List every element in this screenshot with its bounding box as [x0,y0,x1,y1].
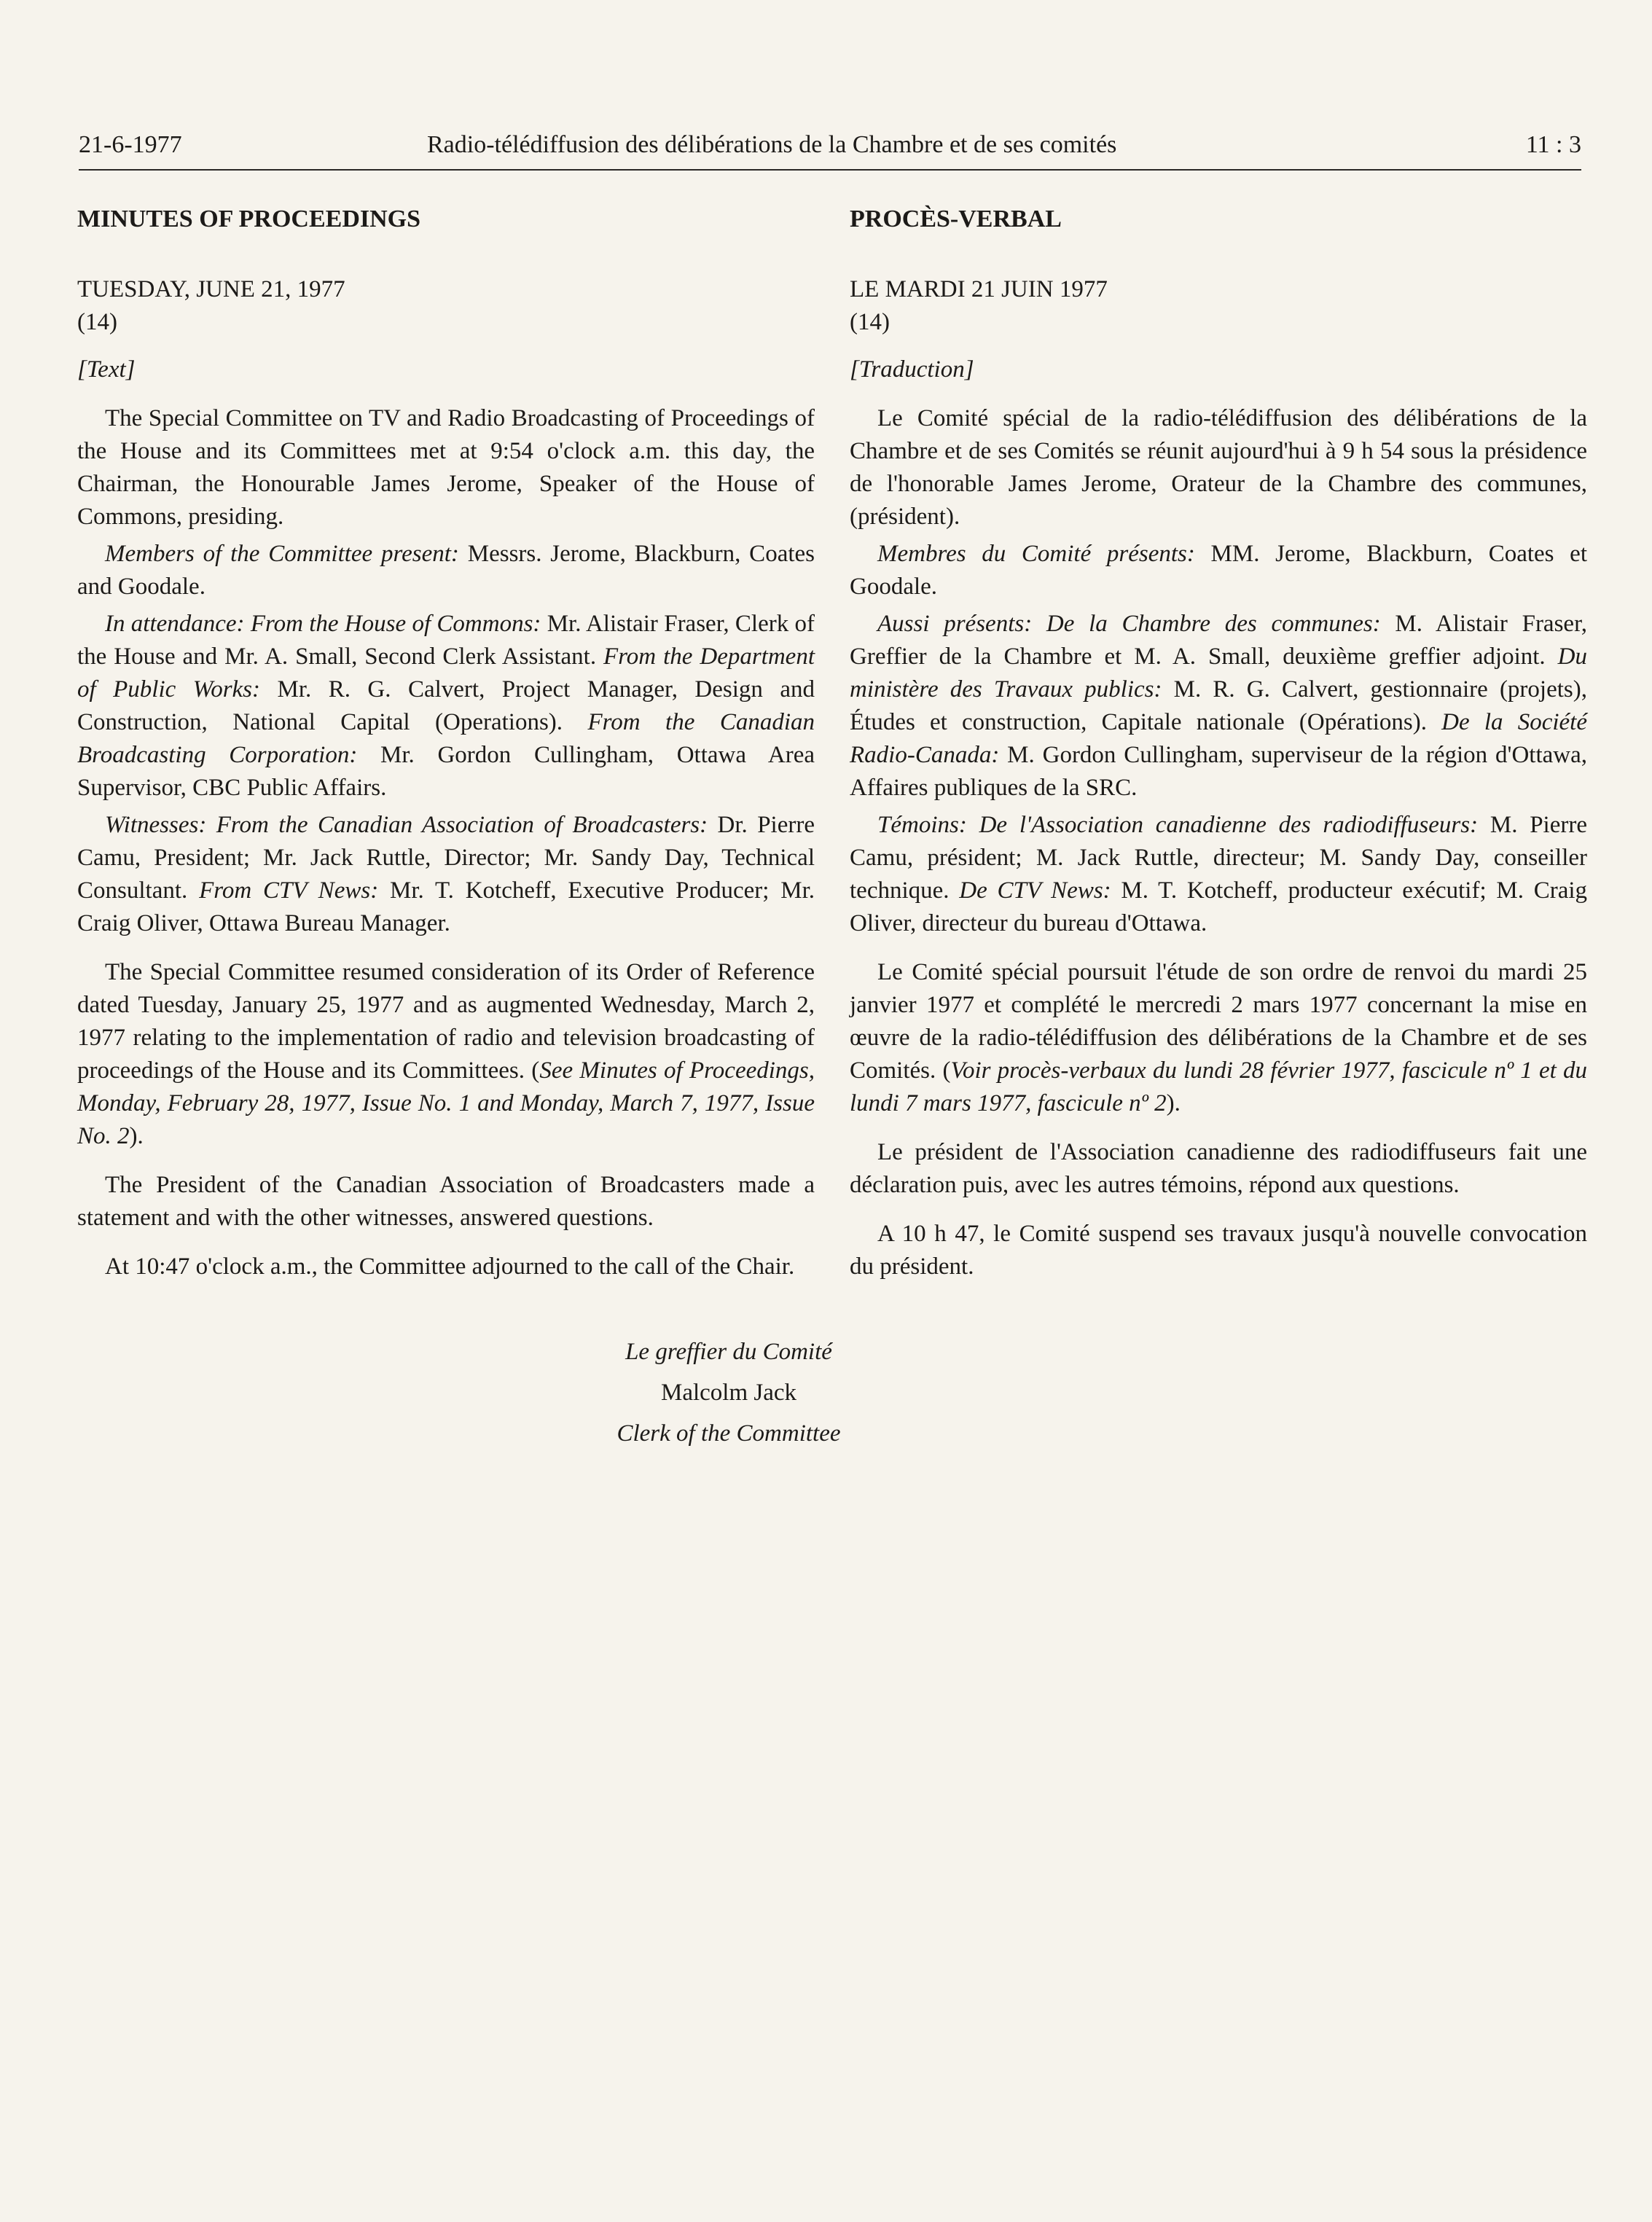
french-paragraph-7: A 10 h 47, le Comité suspend ses travaux jusqu'à nouvelle convocation du président. [850,1221,1587,1280]
english-paragraph-5 [77,956,815,1153]
english-witnesses-lead-2: From CTV News: [199,877,379,904]
clerk-name: Malcolm Jack [660,1380,797,1406]
french-column [850,203,1587,1288]
english-reference-text-b: ). [129,1123,144,1149]
french-witnesses-text-b: M. T. Kotcheff, producteur exécutif; M. Craig Oliver, directeur du bureau d'Ottawa. [850,877,1588,936]
english-members-text: Messrs. Jerome, Blackburn, Coates and Goodale. [77,541,815,600]
french-label: [Traduction] [850,356,974,383]
french-number: (14) [850,309,890,335]
french-members-lead: Membres du Comité présents: [877,541,1195,567]
english-paragraph-1: The Special Committee on TV and Radio Broadcasting of Proceedings of the House and its Committees met at 9:54 o'clock a.m. this day, the Chairman, the Honourable James Jerome, Speaker of the House of Commons, presiding. [77,405,815,530]
page-number: 11 : 3 [1525,131,1581,158]
english-witnesses-text-b: Mr. T. Kotcheff, Executive Producer; Mr. Craig Oliver, Ottawa Bureau Manager. [77,877,815,936]
french-paragraph-3 [850,608,1587,805]
french-paragraph-4 [850,809,1587,940]
french-reference-text-b: ). [1166,1090,1181,1116]
french-attendance-text-b: M. R. G. Calvert, gestionnaire (projets), Études et construction, Capitale nationale (Opérations). [850,676,1587,735]
english-attendance-lead: In attendance: From the House of Commons: [105,611,541,637]
english-reference-text-a: The Special Committee resumed consideration of its Order of Reference dated Tuesday, January 25, 1977 and as augmented Wednesday, March 2, 1977 relating to the implementation of radio and television broadcasting of proceedings of the House and its Committees. ( [77,959,815,1084]
english-attendance-text-b: Mr. R. G. Calvert, Project Manager, Design and Construction, National Capital (Operations). [77,676,815,735]
french-paragraph-5 [850,956,1587,1120]
french-attendance-text-c: M. Gordon Cullingham, superviseur de la région d'Ottawa, Affaires publiques de la SRC. [850,742,1587,801]
english-paragraph-3 [77,608,815,805]
english-label: [Text] [77,356,136,383]
english-paragraph-7: At 10:47 o'clock a.m., the Committee adjourned to the call of the Chair. [105,1253,795,1280]
english-members-lead: Members of the Committee present: [105,541,459,567]
french-date: LE MARDI 21 JUIN 1977 [850,276,1108,302]
french-paragraph-1: Le Comité spécial de la radio-télédiffusion des délibérations de la Chambre et de ses Comités se réunit aujourd'hui à 9 h 54 sous la présidence de l'honorable James Jerome, Orateur de la Chambre des communes, (président). [850,405,1587,530]
english-witnesses-text-a: Dr. Pierre Camu, President; Mr. Jack Ruttle, Director; Mr. Sandy Day, Technical Consultant. [77,812,815,904]
french-paragraph-2 [850,538,1587,603]
french-heading: PROCÈS-VERBAL [850,206,1062,232]
header-rule [79,169,1581,171]
french-attendance-lead: Aussi présents: De la Chambre des communes: [877,611,1381,637]
english-witnesses-lead: Witnesses: From the Canadian Association of Broadcasters: [105,812,708,838]
signature-block [510,1331,947,1454]
french-witnesses-text-a: M. Pierre Camu, président; M. Jack Ruttle, directeur; M. Sandy Day, conseiller technique. [850,812,1587,904]
english-heading: MINUTES OF PROCEEDINGS [77,206,421,232]
french-attendance-text-a: M. Alistair Fraser, Greffier de la Chambre et M. A. Small, deuxième greffier adjoint. [850,611,1587,670]
running-header [79,125,1581,168]
french-paragraph-6: Le président de l'Association canadienne des radiodiffuseurs fait une déclaration puis, avec les autres témoins, répond aux questions. [850,1139,1587,1198]
english-attendance-text-c: Mr. Gordon Cullingham, Ottawa Area Supervisor, CBC Public Affairs. [77,742,815,801]
french-reference-text-a: Le Comité spécial poursuit l'étude de son ordre de renvoi du mardi 25 janvier 1977 et complété le mercredi 2 mars 1977 concernant la mise en œuvre de la radio-télédiffusion des délibérations de la Chambre et de ses Comités. ( [850,959,1587,1084]
english-column [77,203,815,1288]
header-date: 21-6-1977 [79,131,182,158]
english-number: (14) [77,309,117,335]
clerk-title-french: Le greffier du Comité [625,1339,832,1365]
english-attendance-lead-2: From the Department of Public Works: [77,643,815,703]
english-paragraph-4 [77,809,815,940]
english-attendance-text-a: Mr. Alistair Fraser, Clerk of the House and Mr. A. Small, Second Clerk Assistant. [77,611,815,670]
header-title: Radio-télédiffusion des délibérations de la Chambre et de ses comités [427,131,1117,158]
french-reference-italic: Voir procès-verbaux du lundi 28 février 1977, fascicule nº 1 et du lundi 7 mars 1977, fascicule nº 2 [850,1057,1587,1116]
french-attendance-lead-3: De la Société Radio-Canada: [850,709,1587,768]
french-witnesses-lead: Témoins: De l'Association canadienne des radiodiffuseurs: [877,812,1479,838]
english-paragraph-6: The President of the Canadian Association of Broadcasters made a statement and with the other witnesses, answered questions. [77,1172,815,1231]
french-attendance-lead-2: Du ministère des Travaux publics: [850,643,1587,703]
clerk-title-english: Clerk of the Committee [616,1420,841,1447]
english-reference-italic: See Minutes of Proceedings, Monday, February 28, 1977, Issue No. 1 and Monday, March 7, 1977, Issue No. 2 [77,1057,815,1149]
french-members-text: MM. Jerome, Blackburn, Coates et Goodale. [850,541,1587,600]
english-date: TUESDAY, JUNE 21, 1977 [77,276,345,302]
french-witnesses-lead-2: De CTV News: [959,877,1111,904]
english-paragraph-2 [77,538,815,603]
english-attendance-lead-3: From the Canadian Broadcasting Corporation: [77,709,815,768]
